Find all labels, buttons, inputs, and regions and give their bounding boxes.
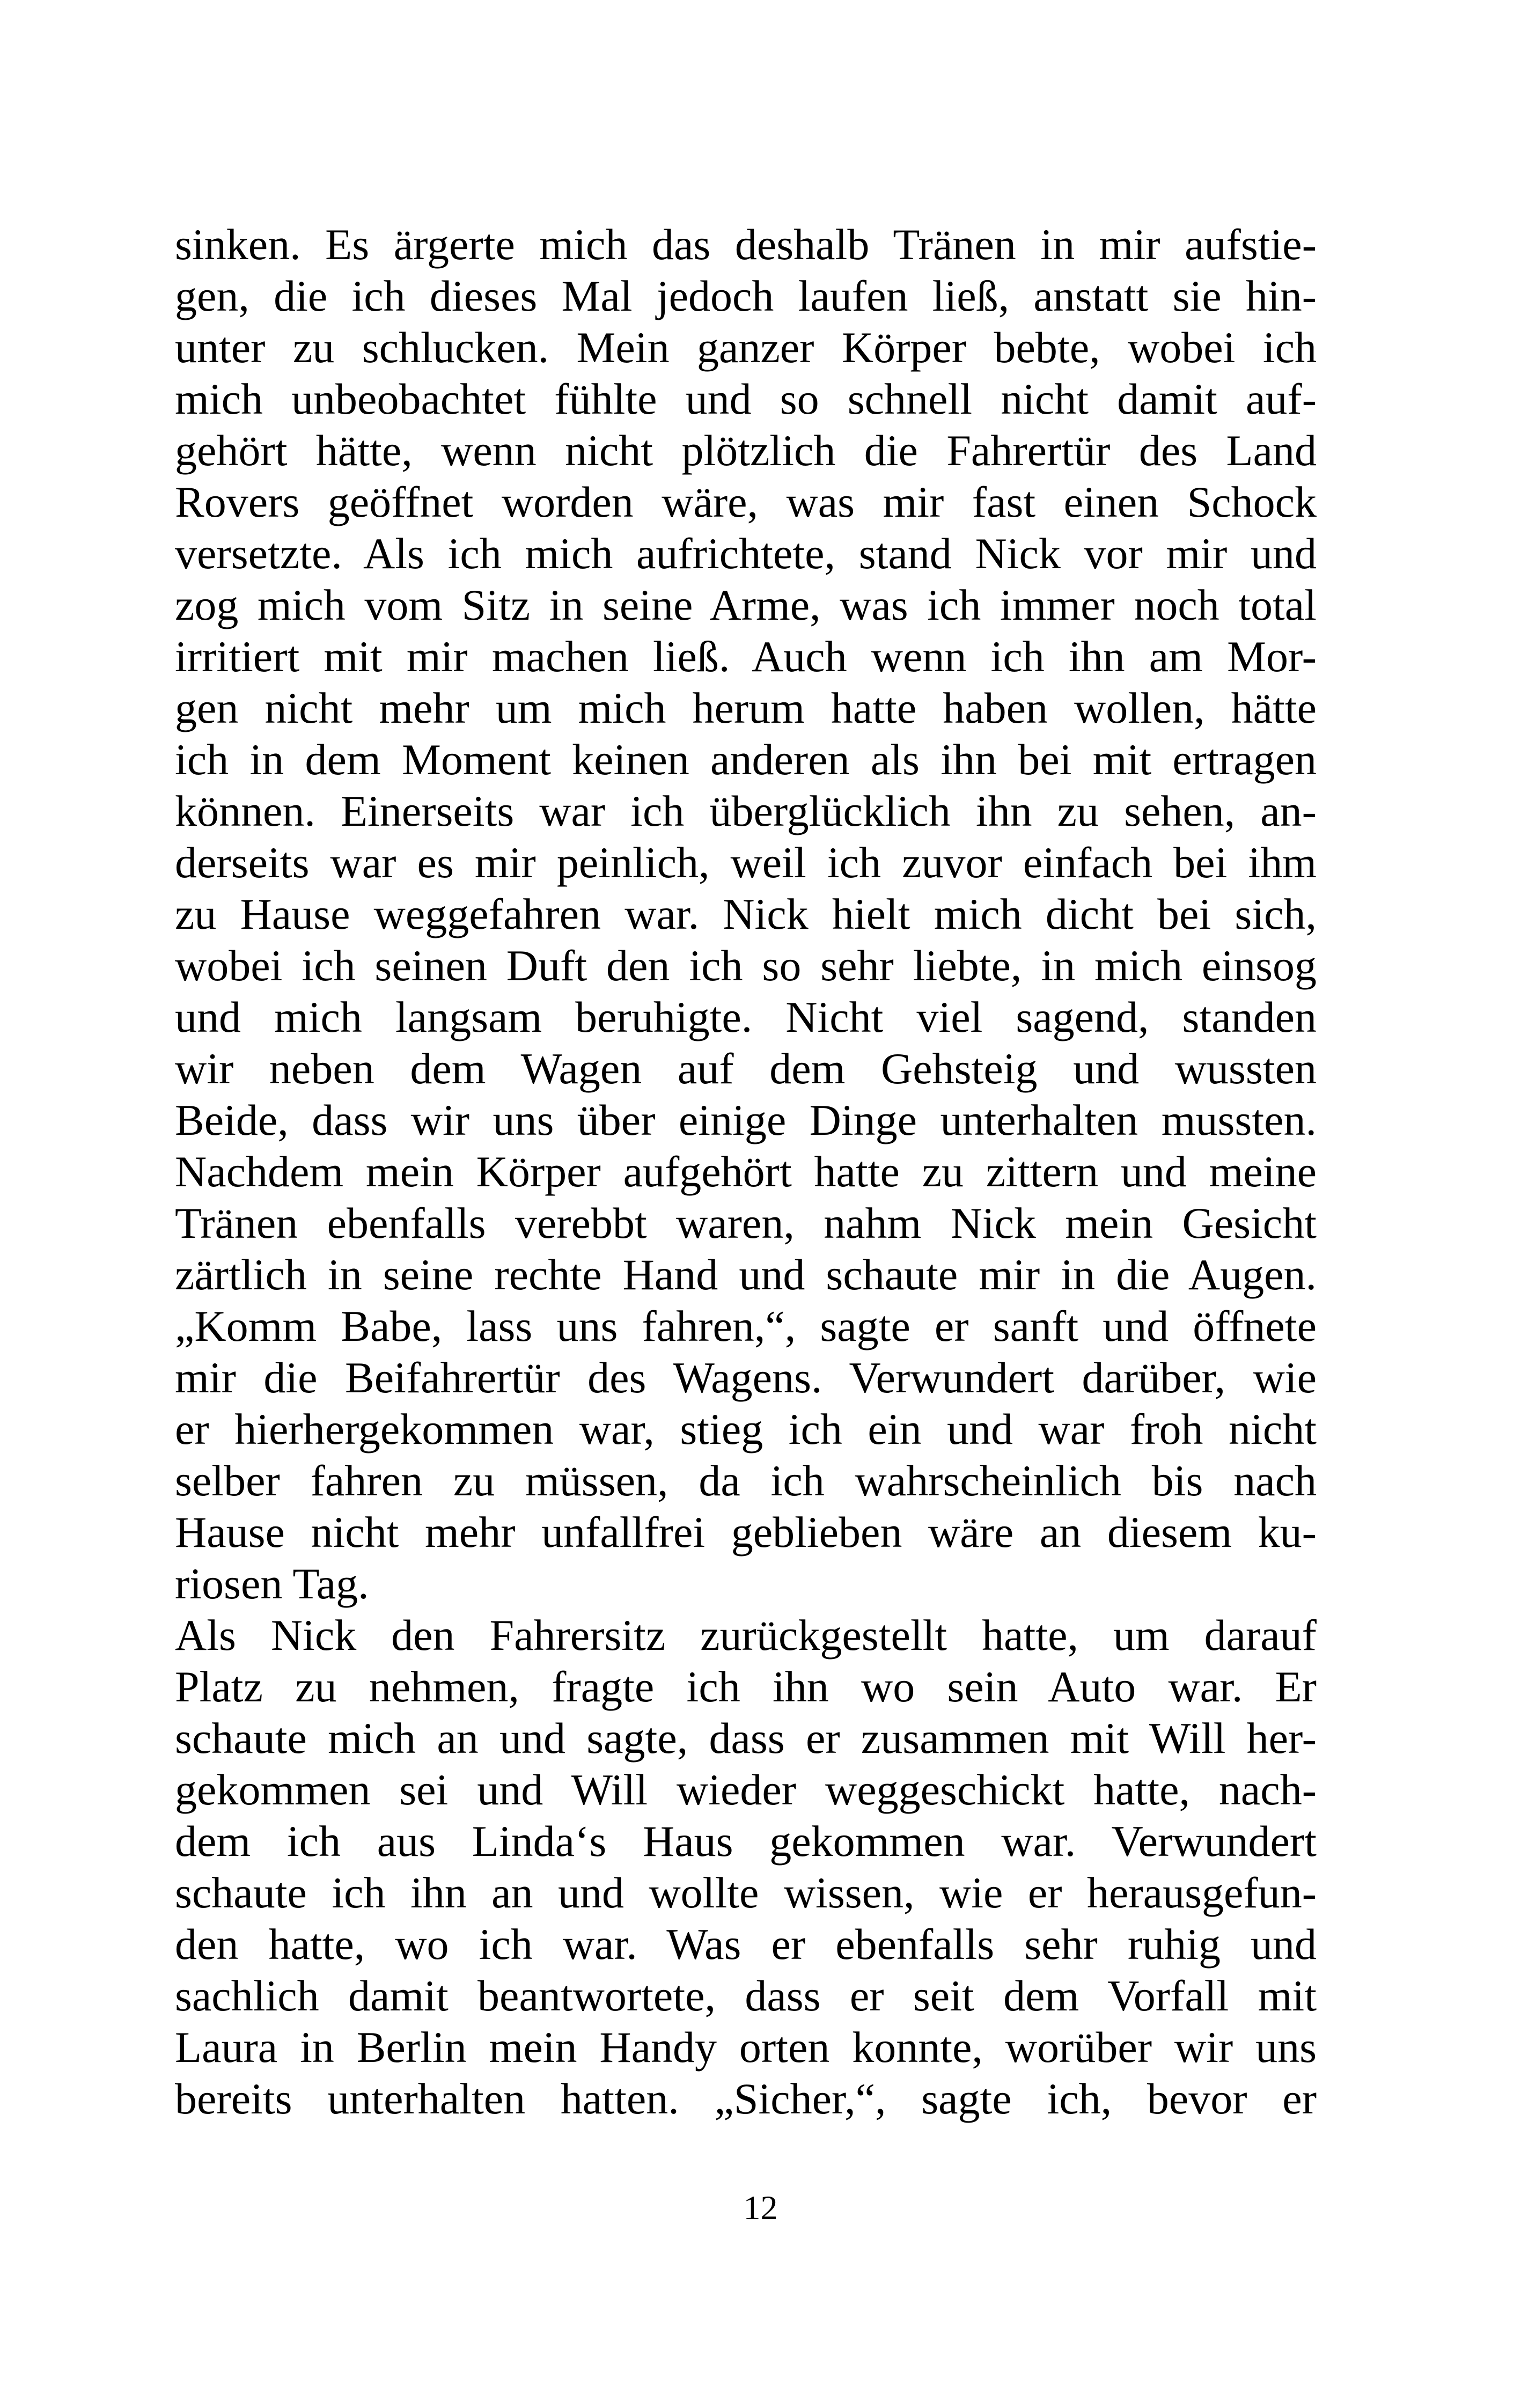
text-line: zu Hause weggefahren war. Nick hielt mich dicht bei sich,	[175, 890, 1317, 938]
text-line: Rovers geöffnet worden wäre, was mir fast einen Schock	[175, 478, 1317, 526]
text-line: gen nicht mehr um mich herum hatte haben wollen, hätte	[175, 684, 1317, 732]
text-line: und mich langsam beruhigte. Nicht viel sagend, standen	[175, 993, 1317, 1041]
text-line: sachlich damit beantwortete, dass er seit dem Vorfall mit	[175, 1971, 1317, 2020]
text-line: Nachdem mein Körper aufgehört hatte zu zittern und meine	[175, 1147, 1317, 1196]
text-line: derseits war es mir peinlich, weil ich zuvor einfach bei ihm	[175, 838, 1317, 887]
text-line: mich unbeobachtet fühlte und so schnell nicht damit auf-	[175, 375, 1317, 423]
text-line: Beide, dass wir uns über einige Dinge unterhalten mussten.	[175, 1096, 1317, 1144]
text-line: er hierhergekommen war, stieg ich ein und war froh nicht	[175, 1405, 1317, 1453]
text-line: „Komm Babe, lass uns fahren,“, sagte er sanft und öffnete	[175, 1302, 1317, 1350]
page-number: 12	[743, 2189, 778, 2227]
text-line: zärtlich in seine rechte Hand und schaute mir in die Augen.	[175, 1250, 1317, 1299]
text-line: gekommen sei und Will wieder weggeschickt hatte, nach-	[175, 1765, 1317, 1814]
text-line: sinken. Es ärgerte mich das deshalb Tränen in mir aufstie-	[175, 220, 1317, 269]
text-line: bereits unterhalten hatten. „Sicher,“, sagte ich, bevor er	[175, 2074, 1317, 2123]
text-line: gen, die ich dieses Mal jedoch laufen ließ, anstatt sie hin-	[175, 271, 1317, 320]
paragraph-end-line: riosen Tag.	[175, 1559, 369, 1608]
text-line: wobei ich seinen Duft den ich so sehr liebte, in mich einsog	[175, 941, 1317, 990]
text-line: Tränen ebenfalls verebbt waren, nahm Nick mein Gesicht	[175, 1199, 1317, 1247]
text-line: zog mich vom Sitz in seine Arme, was ich immer noch total	[175, 581, 1317, 629]
text-line: Laura in Berlin mein Handy orten konnte, worüber wir uns	[175, 2023, 1317, 2072]
text-line: mir die Beifahrertür des Wagens. Verwundert darüber, wie	[175, 1353, 1317, 1402]
text-line: gehört hätte, wenn nicht plötzlich die Fahrertür des Land	[175, 426, 1317, 475]
text-line: Platz zu nehmen, fragte ich ihn wo sein Auto war. Er	[175, 1662, 1317, 1711]
text-line: selber fahren zu müssen, da ich wahrscheinlich bis nach	[175, 1456, 1317, 1505]
text-line: versetzte. Als ich mich aufrichtete, stand Nick vor mir und	[175, 529, 1317, 578]
text-line: können. Einerseits war ich überglücklich ihn zu sehen, an-	[175, 787, 1317, 835]
text-line: den hatte, wo ich war. Was er ebenfalls sehr ruhig und	[175, 1920, 1317, 1969]
text-line: unter zu schlucken. Mein ganzer Körper bebte, wobei ich	[175, 323, 1317, 372]
text-line: schaute mich an und sagte, dass er zusammen mit Will her-	[175, 1714, 1317, 1763]
text-line: Hause nicht mehr unfallfrei geblieben wäre an diesem ku-	[175, 1508, 1317, 1557]
body-text	[175, 219, 1317, 2125]
text-line: dem ich aus Linda‘s Haus gekommen war. Verwundert	[175, 1817, 1317, 1866]
text-line: Als Nick den Fahrersitz zurückgestellt hatte, um darauf	[175, 1611, 1317, 1660]
text-line: schaute ich ihn an und wollte wissen, wie er herausgefun-	[175, 1868, 1317, 1917]
text-line: ich in dem Moment keinen anderen als ihn bei mit ertragen	[175, 735, 1317, 784]
text-line: irritiert mit mir machen ließ. Auch wenn ich ihn am Mor-	[175, 632, 1317, 681]
text-line: wir neben dem Wagen auf dem Gehsteig und wussten	[175, 1044, 1317, 1093]
